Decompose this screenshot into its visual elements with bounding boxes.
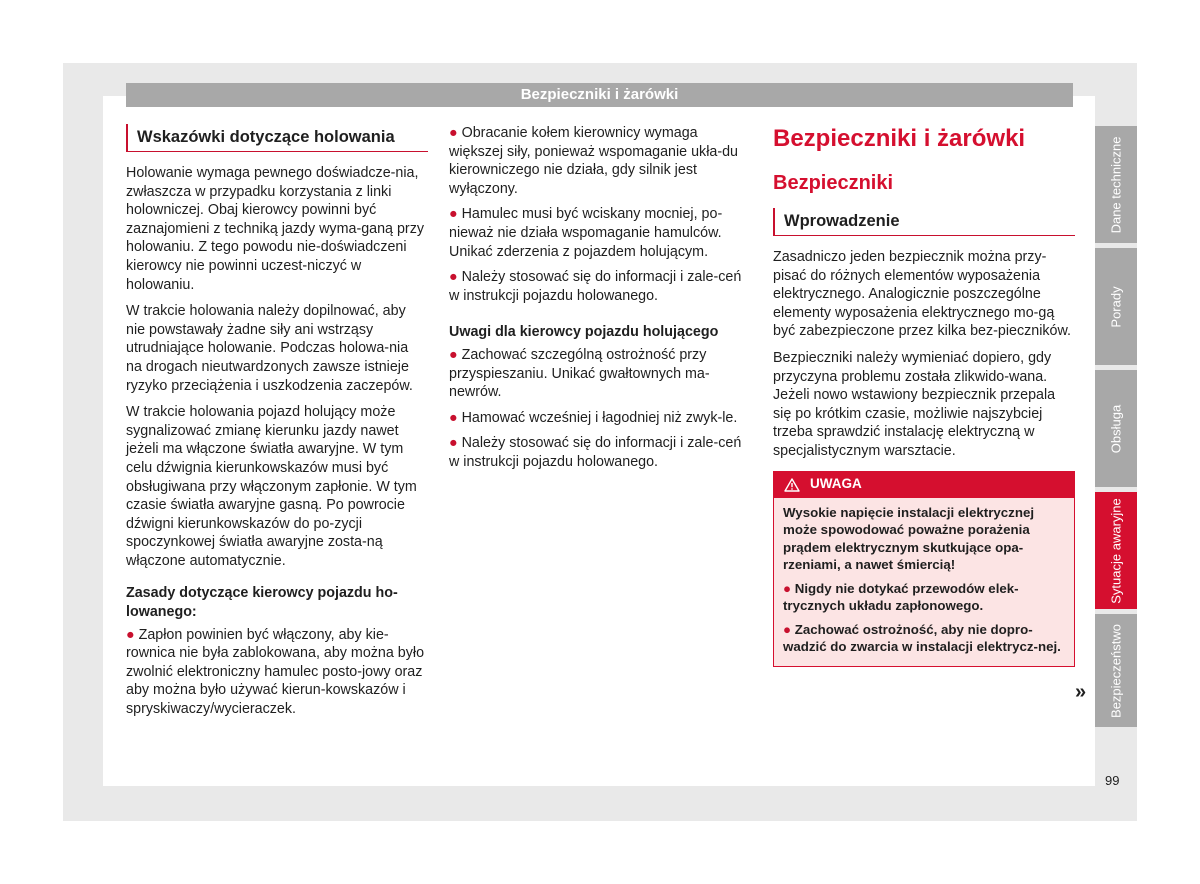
bullet-dot-icon: ● [449, 346, 462, 363]
chapter-header: Bezpieczniki i żarówki [126, 83, 1073, 107]
bullet-dot-icon: ● [449, 269, 462, 286]
column-right [773, 124, 1075, 667]
bullet-item: ● Hamować wcześniej i łagodniej niż zwyk-le. [449, 409, 738, 426]
subheading-towed-driver: Zasady dotyczące kierowcy pojazdu ho-lowanego: [126, 585, 398, 621]
chapter-title: Bezpieczniki i żarówki [773, 125, 1026, 152]
bullet-item: ● Zachować szczególną ostrożność przy przyspieszaniu. Unikać gwałtownych ma-newrów. [449, 346, 710, 401]
tab-dane-techniczne[interactable]: Dane techniczne [1095, 126, 1137, 243]
warning-body [774, 498, 1074, 666]
warning-header [774, 472, 1074, 498]
paragraph: W trakcie holowania pojazd holujący może sygnalizować zmianę kierunku jazdy nawet jeżeli ma włączone światła awaryjne. W tym celu dźwignia kierunkowskazów musi być obsługiwana przy włączonym zapłonie. W tym czasie światła awaryjne gasną. Po powrocie dźwigni kierunkowskazów do po-zycji spoczynkowej światła awaryjne zosta-ną włączone automatycznie. [126, 404, 417, 569]
bullet-item: ● Należy stosować się do informacji i zale-ceń w instrukcji pojazdu holowanego. [449, 269, 742, 304]
subheading-towing-driver: Uwagi dla kierowcy pojazdu holującego [449, 324, 719, 341]
bullet-dot-icon: ● [783, 580, 795, 596]
page-number: 99 [1105, 773, 1120, 788]
warning-text: Wysokie napięcie instalacji elektrycznej może spowodować poważne porażenia prądem elektrycznym skutkujące opa-rzeniami, a nawet śmiercią! [783, 504, 1035, 573]
continue-marker: » [1075, 681, 1087, 703]
bullet-dot-icon: ● [449, 206, 462, 223]
warning-bullet: ● Nigdy nie dotykać przewodów elek-trycznych układu zapłonowego. [783, 580, 1019, 614]
warning-bullet: ● Zachować ostrożność, aby nie dopro-wadzić do zwarcia w instalacji elektrycz-nej. [783, 621, 1061, 655]
bullet-item: ● Obracanie kołem kierownicy wymaga większej siły, ponieważ wspomaganie ukła-du kierowniczego nie działa, gdy silnik jest wyłączony. [449, 125, 738, 197]
column-left [126, 124, 428, 726]
paragraph: Zasadniczo jeden bezpiecznik można przy-pisać do różnych elementów wyposażenia elektrycznego. Analogicznie poszczególne elementy wyposażenia elektrycznego mo-gą być zabezpieczone przez kilka bez-pieczników. [773, 249, 1072, 340]
paragraph: Holowanie wymaga pewnego doświadcze-nia, zwłaszcza w przypadku korzystania z linki holowniczej. Obaj kierowcy powinni być zaznajomieni z techniką jazdy wyma-ganą przy holowaniu. Z tego powodu nie-doświadczeni kierowcy nie powinni uczest-niczyć w holowaniu. [126, 165, 424, 293]
bullet-dot-icon: ● [449, 125, 462, 141]
tab-sytuacje-awaryjne[interactable]: Sytuacje awaryjne [1095, 492, 1137, 609]
bullet-dot-icon: ● [783, 621, 795, 637]
bullet-item: ● Hamulec musi być wciskany mocniej, po-nieważ nie działa wspomaganie hamulców. Unikać zderzenia z pojazdem holującym. [449, 206, 723, 260]
bullet-dot-icon: ● [126, 626, 139, 643]
tab-bezpieczenstwo[interactable]: Bezpieczeństwo [1095, 614, 1137, 727]
bullet-item: ● Zapłon powinien być włączony, aby kie-rownica nie była zablokowana, aby można było zwolnić elektroniczny hamulec posto-jowy oraz aby można było używać kierun-kowskazów i spryskiwaczy/wycieraczek. [126, 626, 425, 718]
warning-triangle-icon [784, 478, 800, 492]
bullet-dot-icon: ● [449, 435, 462, 452]
tab-porady[interactable]: Porady [1095, 248, 1137, 365]
section-title: Bezpieczniki [773, 172, 894, 194]
bullet-item: ● Należy stosować się do informacji i zale-ceń w instrukcji pojazdu holowanego. [449, 435, 742, 470]
section-heading-introduction: Wprowadzenie [773, 208, 1075, 236]
paragraph: W trakcie holowania należy dopilnować, aby nie powstawały żadne siły ani wstrząsy utrudniające holowanie. Podczas holowa-nia na drogach nieutwardzonych zawsze istnieje ryzyko przeciążenia i uszkodzenia zaczepów. [126, 303, 413, 394]
warning-box [773, 471, 1075, 667]
bullet-dot-icon: ● [449, 409, 462, 426]
paragraph: Bezpieczniki należy wymieniać dopiero, gdy przyczyna problemu została zlikwido-wana. Jeżeli nowo wstawiony bezpiecznik przepala się po krótkim czasie, możliwie najszybciej trzeba sprawdzić instalację elektryczną w specjalistycznym warsztacie. [773, 349, 1056, 459]
column-middle [449, 124, 749, 479]
tab-obsluga[interactable]: Obsługa [1095, 370, 1137, 487]
section-heading-towing-tips: Wskazówki dotyczące holowania [126, 124, 428, 152]
warning-label: UWAGA [810, 476, 862, 492]
